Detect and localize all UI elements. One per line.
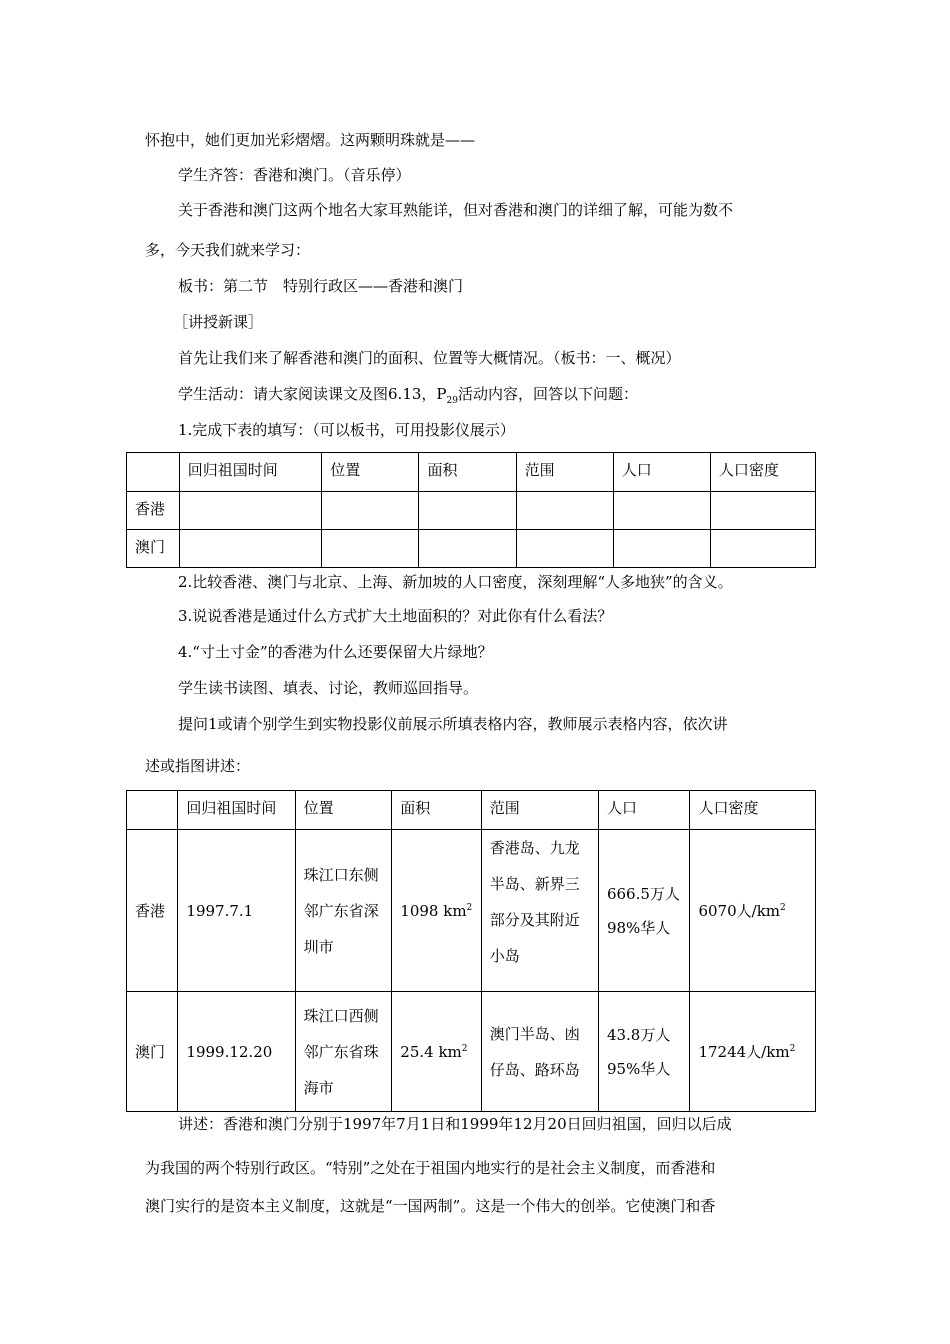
table2-header-location: 位置	[295, 791, 392, 830]
table2-date: 1999.12.20	[178, 992, 295, 1112]
table1-blank-cell[interactable]	[613, 492, 710, 530]
text-line-8: 学生活动：请大家阅读课文及图6.13，$P_{29}$活动内容，回答以下问题：	[178, 385, 638, 406]
table1-header-location: 位置	[322, 453, 419, 492]
table1-blank-cell[interactable]	[516, 530, 613, 568]
table1-blank-cell[interactable]	[710, 492, 815, 530]
table2-population: 666.5万人 98%华人	[598, 830, 690, 992]
table1-blank-cell[interactable]	[179, 530, 322, 568]
table1-header-population: 人口	[613, 453, 710, 492]
text-line-14: 提问1或请个别学生到实物投影仪前展示所填表格内容，教师展示表格内容，依次讲	[178, 715, 728, 733]
table2-density: 17244人$/km^2$	[690, 992, 816, 1112]
table1-header-area: 面积	[419, 453, 516, 492]
table2-density: 6070人$/km^2$	[690, 830, 816, 992]
text-line-15: 述或指图讲述：	[145, 757, 251, 775]
text-line-11: 3.说说香港是通过什么方式扩大土地面积的？对此你有什么看法？	[178, 607, 613, 625]
table2-location: 珠江口西侧邻广东省珠海市	[295, 992, 392, 1112]
table1-blank-cell[interactable]	[419, 530, 516, 568]
overview-table	[126, 790, 816, 1112]
text-line-3: 关于香港和澳门这两个地名大家耳熟能详，但对香港和澳门的详细了解，可能为数不	[178, 201, 734, 219]
table2-header-density: 人口密度	[690, 791, 816, 830]
text-line-16: 讲述：香港和澳门分别于1997年7月1日和1999年12月20日回归祖国，回归以后成	[178, 1115, 732, 1133]
table2-date: 1997.7.1	[178, 830, 295, 992]
table2-area: 1098 $km^2$	[392, 830, 481, 992]
table2-region: 澳门	[127, 992, 178, 1112]
table1-header-empty	[127, 453, 180, 492]
table1-blank-cell[interactable]	[613, 530, 710, 568]
table1-blank-cell[interactable]	[322, 492, 419, 530]
table1-row-label: 香港	[127, 492, 180, 530]
table2-scope: 澳门半岛、凼仔岛、路环岛	[481, 992, 598, 1112]
text-line-2: 学生齐答：香港和澳门。（音乐停）	[178, 166, 411, 184]
table1-header-scope: 范围	[516, 453, 613, 492]
text-line-1: 怀抱中，她们更加光彩熠熠。这两颗明珠就是——	[145, 131, 476, 149]
text-line-9: 1.完成下表的填写：（可以板书，可用投影仪展示）	[178, 421, 515, 439]
table2-header-empty	[127, 791, 178, 830]
table1-header-date: 回归祖国时间	[179, 453, 322, 492]
table2-scope: 香港岛、九龙半岛、新界三部分及其附近小岛	[481, 830, 598, 992]
text-line-5: 板书：第二节 特别行政区——香港和澳门	[178, 277, 464, 295]
table1-row-label: 澳门	[127, 530, 180, 568]
text-line-13: 学生读书读图、填表、讨论，教师巡回指导。	[178, 679, 479, 697]
table2-header-population: 人口	[598, 791, 690, 830]
table2-location: 珠江口东侧邻广东省深圳市	[295, 830, 392, 992]
table1-header-density: 人口密度	[710, 453, 815, 492]
table1-blank-cell[interactable]	[419, 492, 516, 530]
table2-area: 25.4 $km^2$	[392, 992, 481, 1112]
table2-header-date: 回归祖国时间	[178, 791, 295, 830]
text-line-17: 为我国的两个特别行政区。“特别”之处在于祖国内地实行的是社会主义制度，而香港和	[145, 1159, 716, 1177]
text-line-4: 多，今天我们就来学习：	[145, 241, 311, 259]
text-line-7: 首先让我们来了解香港和澳门的面积、位置等大概情况。（板书：一、概况）	[178, 349, 681, 367]
table1-blank-cell[interactable]	[179, 492, 322, 530]
table1-blank-cell[interactable]	[322, 530, 419, 568]
text-line-6: ［讲授新课］	[173, 313, 264, 331]
table2-header-area: 面积	[392, 791, 481, 830]
page-subscript: 29	[446, 396, 458, 406]
table2-region: 香港	[127, 830, 178, 992]
table2-header-scope: 范围	[481, 791, 598, 830]
blank-fill-table	[126, 452, 816, 568]
table1-blank-cell[interactable]	[516, 492, 613, 530]
text-line-18: 澳门实行的是资本主义制度，这就是“一国两制”。这是一个伟大的创举。它使澳门和香	[145, 1197, 716, 1215]
table1-blank-cell[interactable]	[710, 530, 815, 568]
text-line-12: 4.“寸土寸金”的香港为什么还要保留大片绿地？	[178, 643, 493, 661]
table2-population: 43.8万人 95%华人	[598, 992, 690, 1112]
text-line-10: 2.比较香港、澳门与北京、上海、新加坡的人口密度，深刻理解“人多地狭”的含义。	[178, 573, 733, 591]
